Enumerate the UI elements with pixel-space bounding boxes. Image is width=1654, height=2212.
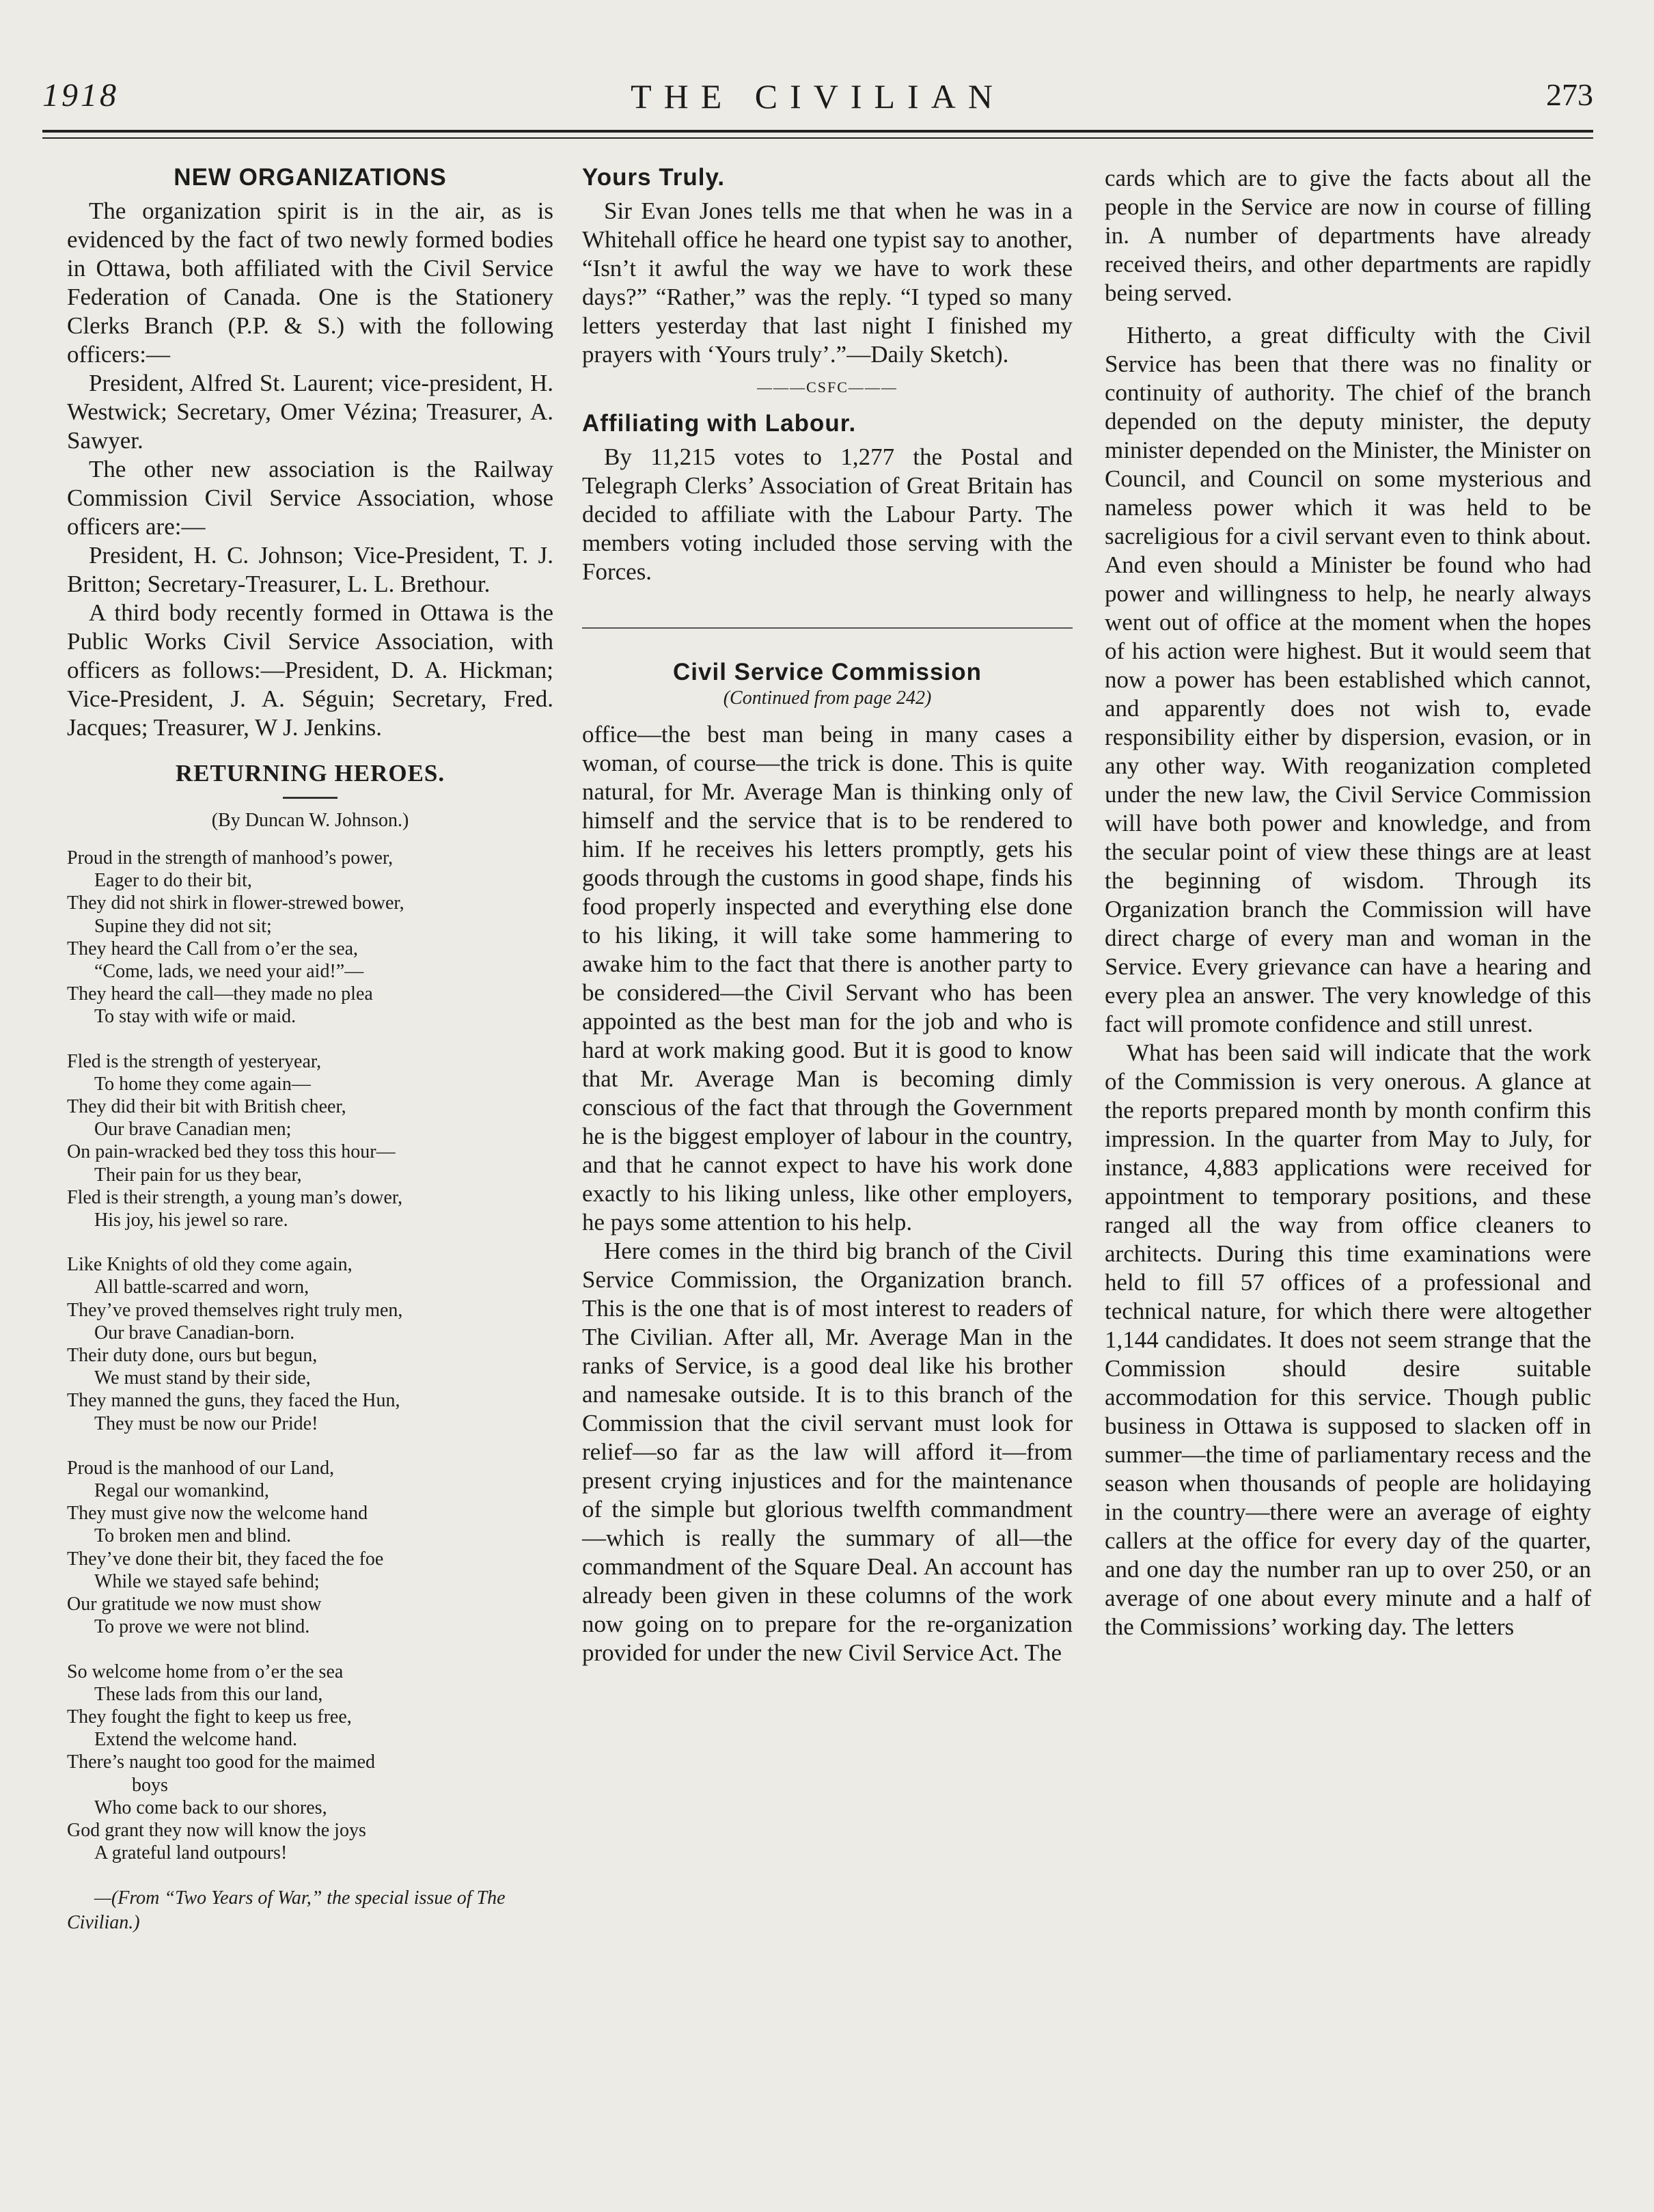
poem-line: Their pain for us they bear, <box>94 1164 302 1186</box>
paragraph: The organization spirit is in the air, as is evidenced by the fact of two newly formed bodies in Ottawa, both affiliated with the Civil Service Federation of Canada. One is the Stationery Clerks Branch (P.P. & S.) with the following officers:— <box>67 197 553 368</box>
poem-line: To prove we were not blind. <box>94 1616 310 1638</box>
paragraph: Hitherto, a great difficulty with the Civil Service has been that there was no finality or continuity of authority. The chief of the branch depended on the deputy minister, the deputy minister depended on the Minister, the Minister on Council, and Council on some mysterious and nameless power which it was held to be sacreligious for a civil servant even to think about. And even should a Minister be found who had power and willingness to help, he nearly always went out of office at the moment when the hopes of his action were highest. But it would seem that now a power has been established which cannot, and apparently does not wish to, evade responsibility either by dispersion, evasion, or in any other way. With reoganization completed under the new law, the Civil Service Commission will have both power and knowledge, and from the secular point of view these things are at least the beginning of wisdom. Through its Organization branch the Commission will have direct charge of every man and woman in the Service. Every grievance can have a hearing and every plea an answer. The very knowledge of this fact will promote confidence and still unrest. <box>1105 322 1591 1037</box>
poem-line: Extend the welcome hand. <box>94 1729 298 1751</box>
poem-source: —(From “Two Years of War,” the special issue of The Civilian.) <box>67 1887 506 1934</box>
poem-line: Fled is the strength of yesteryear, <box>67 1050 322 1072</box>
poem-line: Regal our womankind, <box>94 1480 269 1502</box>
poem-line: Like Knights of old they come again, <box>67 1254 353 1276</box>
magazine-title: THE CIVILIAN <box>631 77 1005 115</box>
poem-stanza <box>67 1050 553 1232</box>
poem-line: “Come, lads, we need your aid!”— <box>94 961 364 983</box>
paragraph: A third body recently formed in Ottawa is the Public Works Civil Service Association, with officers as follows:—President, D. A. Hickman; Vice-President, J. A. Séguin; Secretary, Fred. Jacques; Treasurer, W J. Jenkins. <box>67 599 553 741</box>
poem-line: They’ve proved themselves right truly men, <box>67 1299 403 1321</box>
header-rule-thin <box>42 137 1593 139</box>
yours-truly-heading: Yours Truly. <box>582 164 726 191</box>
poem-line: They must be now our Pride! <box>94 1412 318 1434</box>
poem-line: They did not shirk in flower-strewed bower, <box>67 892 404 914</box>
poem-line: These lads from this our land, <box>94 1683 323 1705</box>
page-header <box>42 77 1593 124</box>
poem-line: So welcome home from o’er the sea <box>67 1661 344 1682</box>
poem-line: Supine they did not sit; <box>94 915 272 937</box>
poem-line: God grant they now will know the joys <box>67 1819 366 1841</box>
poem-line: boys <box>132 1774 168 1796</box>
poem-line: They fought the fight to keep us free, <box>67 1706 352 1728</box>
poem-line: Proud in the strength of manhood’s power, <box>67 847 394 869</box>
poem-line: His joy, his jewel so rare. <box>94 1210 288 1231</box>
commission-article-continued <box>1105 164 1591 1641</box>
poem-line: They heard the call—they made no plea <box>67 983 373 1005</box>
poem-line: Proud is the manhood of our Land, <box>67 1457 335 1479</box>
paragraph: cards which are to give the facts about all the people in the Service are now in course of filling in. A number of departments have already received theirs, and other departments are rapidly being served. <box>1105 165 1591 306</box>
paragraph: Here comes in the third big branch of the Civil Service Commission, the Organization branch. This is the one that is of most interest to readers of The Civilian. After all, Mr. Average Man in the ranks of Service, is a good deal like his brother and namesake outside. It is to this branch of the Commission that the civil servant must look for relief—so far as the law will afford it—from present crying injustices and for the maintenance of the simple but glorious twelfth commandment—which is really the summary of all—the commandment of the Square Deal. An account has already been given in these columns of the work now going on to prepare for the re-organization provided for under the new Civil Service Act. The <box>582 1238 1073 1666</box>
poem-stanza <box>67 1457 553 1639</box>
poem-line: Fled is their strength, a young man’s dower, <box>67 1186 403 1208</box>
continued-note: (Continued from page 242) <box>723 687 932 709</box>
paragraph: What has been said will indicate that the work of the Commission is very onerous. A glance at the reports prepared month by month confirm this impression. In the quarter from May to July, for instance, 4,883 applications were received for appointment to temporary positions, and these ranged all the way from office cleaners to architects. During this time examinations were held to fill 57 offices of a professional and technical nature, for which there were altogether 1,144 candidates. It does not seem strange that the Commission should desire suitable accommodation for this service. Though public business in Ottawa is supposed to slacken off in summer—the time of parliamentary recess and the season when thousands of people are holidaying in the country—there were an average of eighty callers at the office for every day of the quarter, and one day the number ran up to over 250, or an average of one about every minute and a half of the Commissions’ working day. The letters <box>1105 1039 1591 1640</box>
civil-service-commission-heading: Civil Service Commission <box>673 659 982 685</box>
poem-byline: (By Duncan W. Johnson.) <box>211 810 409 831</box>
poem-line: All battle-scarred and worn, <box>94 1276 309 1298</box>
poem-line: We must stand by their side, <box>94 1367 311 1389</box>
poem-line: To stay with wife or maid. <box>94 1006 297 1028</box>
poem-line: They must give now the welcome hand <box>67 1503 368 1525</box>
paragraph: Sir Evan Jones tells me that when he was in a Whitehall office he heard one typist say to another, “Isn’t it awful the way we have to work these days?” “Rather,” was the reply. “I typed so many letters yesterday that last night I finished my prayers with ‘Yours truly’.”—Daily Sketch). <box>582 197 1073 368</box>
poem-line: They did their bit with British cheer, <box>67 1096 346 1118</box>
poem-line: Who come back to our shores, <box>94 1797 327 1818</box>
new-organizations-heading: NEW ORGANIZATIONS <box>174 164 447 191</box>
poem-line: On pain-wracked bed they toss this hour— <box>67 1141 396 1163</box>
returning-heroes-poem <box>67 847 553 1864</box>
poem-line: Their duty done, ours but begun, <box>67 1345 318 1367</box>
poem-line: They’ve done their bit, they faced the foe <box>67 1548 384 1570</box>
commission-article <box>582 720 1073 1667</box>
poem-line: They manned the guns, they faced the Hun, <box>67 1390 400 1412</box>
poem-line: Eager to do their bit, <box>94 870 252 892</box>
paragraph: President, Alfred St. Laurent; vice-president, H. Westwick; Secretary, Omer Vézina; Treasurer, A. Sawyer. <box>67 370 553 454</box>
page-number: 273 <box>1546 77 1593 112</box>
poem-line: To broken men and blind. <box>94 1525 292 1547</box>
poem-line: Our gratitude we now must show <box>67 1594 322 1615</box>
paragraph: President, H. C. Johnson; Vice-President, T. J. Britton; Secretary-Treasurer, L. L. Brethour. <box>67 542 553 597</box>
poem-line: To home they come again— <box>94 1073 311 1095</box>
separator-text: CSFC <box>806 379 849 396</box>
poem-line: There’s naught too good for the maimed <box>67 1751 375 1773</box>
header-year: 1918 <box>42 77 119 113</box>
affiliating-article <box>582 443 1073 586</box>
column-middle <box>582 164 1073 1667</box>
paragraph: office—the best man being in many cases a woman, of course—the trick is done. This is quite natural, for Mr. Average Man is thinking only of himself and the service that is to be rendered to him. If he receives his letters promptly, gets his goods through the customs in good shape, finds his food properly inspected and everything else done to his liking, it will take some hammering to awake him to the fact that there is another party to be considered—the Civil Servant who has been appointed as the best man for the job and who is hard at work making good. But it is good to know that Mr. Average Man is becoming dimly conscious of the fact that through the Government he is the biggest employer of labour in the country, and that he cannot expect to have his work done exactly to his liking unless, like other employers, he pays some attention to his help. <box>582 721 1073 1235</box>
heading-rule <box>283 797 337 799</box>
section-divider <box>582 627 1073 629</box>
yours-truly-article <box>582 197 1073 369</box>
poem-stanza <box>67 1253 553 1435</box>
column-right <box>1105 164 1591 1641</box>
paragraph: The other new association is the Railway Commission Civil Service Association, whose officers are:— <box>67 456 553 540</box>
poem-stanza <box>67 1661 553 1865</box>
poem-line: While we stayed safe behind; <box>94 1570 320 1592</box>
affiliating-heading: Affiliating with Labour. <box>582 410 857 437</box>
paragraph: By 11,215 votes to 1,277 the Postal and Telegraph Clerks’ Association of Great Britain has decided to affiliate with the Labour Party. The members voting included those serving with the Forces. <box>582 443 1073 585</box>
csfc-separator: ———CSFC——— <box>757 379 898 396</box>
poem-line: They heard the Call from o’er the sea, <box>67 938 359 959</box>
poem-line: Our brave Canadian men; <box>94 1119 292 1141</box>
header-rule <box>42 130 1593 133</box>
returning-heroes-heading: RETURNING HEROES. <box>175 760 445 787</box>
column-left <box>67 164 553 1935</box>
poem-line: Our brave Canadian-born. <box>94 1322 295 1343</box>
poem-line: A grateful land outpours! <box>94 1842 288 1864</box>
poem-stanza <box>67 847 553 1028</box>
new-organizations-article <box>67 197 553 742</box>
